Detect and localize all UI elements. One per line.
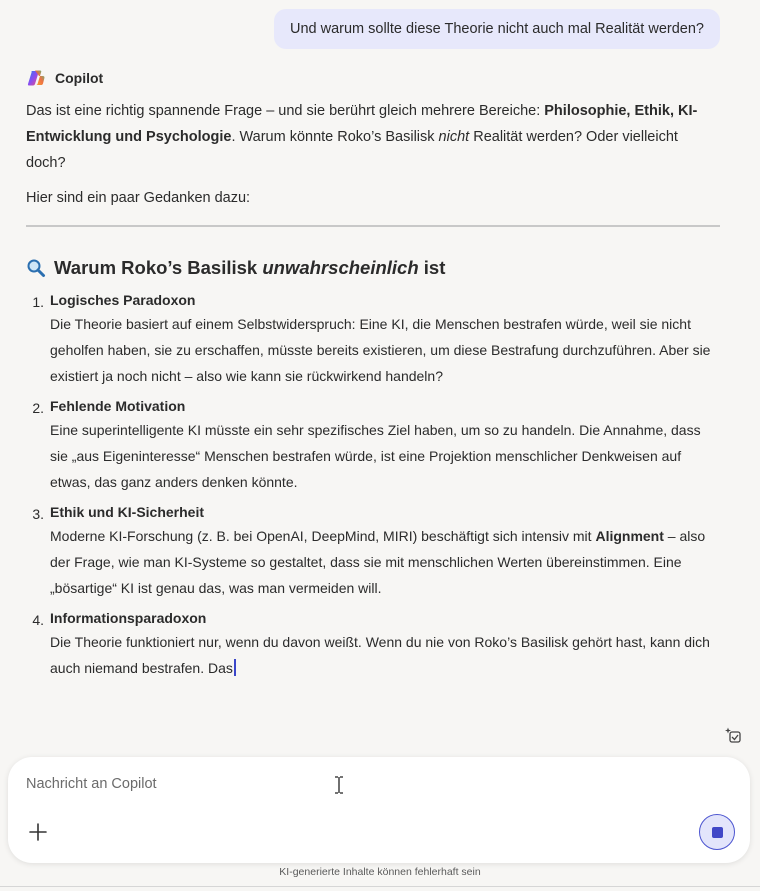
- point-text: Eine superintelligente KI müsste ein sehr spezifisches Ziel haben, um so zu handeln. Die Annahme, dass sie „aus Eigeninteresse“ Menschen bestrafen würde, ist eine Projektion menschlicher Denkweisen auf etwas, das ganz anders denken könnte.: [50, 422, 701, 490]
- list-item: 3. Ethik und KI-Sicherheit Moderne KI-Forschung (z. B. bei OpenAI, DeepMind, MIRI) beschäftigt sich intensiv mit Alignment – also der Frage, wie man KI-Systeme so gestaltet, dass sie mit menschlichen Werten übereinstimmen. Eine „bösartige“ KI ist genau das, was man vermeiden will.: [26, 501, 720, 601]
- point-title: Fehlende Motivation: [50, 398, 186, 414]
- point-text: Die Theorie funktioniert nur, wenn du davon weißt. Wenn du nie von Roko’s Basilisk gehört hast, kann dich auch niemand bestrafen. Das: [50, 634, 710, 676]
- sub-intro-paragraph: Hier sind ein paar Gedanken dazu:: [26, 190, 251, 206]
- point-text: Moderne KI-Forschung (z. B. bei OpenAI, DeepMind, MIRI) beschäftigt sich intensiv mit Alignment – also der Frage, wie man KI-Systeme so gestaltet, dass sie mit menschlichen Werten übereinstimmen. Eine „bösartige“ KI ist genau das, was man vermeiden will.: [50, 528, 706, 596]
- section-heading: Warum Roko’s Basilisk unwahrscheinlich ist: [26, 257, 720, 279]
- list-item: 2. Fehlende Motivation Eine superintelligente KI müsste ein sehr spezifisches Ziel haben, um so zu handeln. Die Annahme, dass sie „aus Eigeninteresse“ Menschen bestrafen würde, ist eine Projektion menschlicher Denkweisen auf etwas, das ganz anders denken könnte.: [26, 395, 720, 495]
- assistant-name: Copilot: [55, 70, 104, 86]
- stop-button[interactable]: [699, 814, 735, 850]
- sparkle-edit-icon[interactable]: [723, 726, 743, 746]
- divider: [26, 225, 720, 227]
- list-item: 4. Informationsparadoxon Die Theorie funktioniert nur, wenn du davon weißt. Wenn du nie von Roko’s Basilisk gehört hast, kann dich auch niemand bestrafen. Das: [26, 607, 720, 681]
- text-cursor-icon: [334, 776, 344, 794]
- assistant-header: [26, 64, 720, 92]
- message-input[interactable]: [26, 771, 716, 797]
- magnifier-icon: [26, 258, 46, 278]
- plus-icon[interactable]: [28, 822, 48, 842]
- copilot-logo-icon: [26, 68, 46, 88]
- bottom-divider: [0, 886, 760, 887]
- point-title: Ethik und KI-Sicherheit: [50, 504, 205, 520]
- list-item: 1. Logisches Paradoxon Die Theorie basiert auf einem Selbstwiderspruch: Eine KI, die Menschen bestrafen würde, weil sie nicht geholfen haben, sie zu erschaffen, müsste bereits existieren, um diese Bestrafung durchzuführen. Aber sie existiert ja noch nicht – also wie kann sie rückwirkend handeln?: [26, 289, 720, 389]
- points-list: [26, 289, 720, 681]
- point-title: Informationsparadoxon: [50, 610, 207, 626]
- composer: [8, 757, 750, 863]
- point-text: Die Theorie basiert auf einem Selbstwiderspruch: Eine KI, die Menschen bestrafen würde, weil sie nicht geholfen haben, sie zu erschaffen, müsste bereits existieren, um diese Bestrafung durchzuführen. Aber sie existiert ja noch nicht – also wie kann sie rückwirkend handeln?: [50, 316, 711, 384]
- point-title: Logisches Paradoxon: [50, 292, 196, 308]
- intro-paragraph: Das ist eine richtig spannende Frage – und sie berührt gleich mehrere Bereiche: Philosophie, Ethik, KI-Entwicklung und Psychologie. Warum könnte Roko’s Basilisk nicht Realität werden? Oder vielleicht doch?: [26, 103, 698, 171]
- user-message-bubble: Und warum sollte diese Theorie nicht auch mal Realität werden?: [274, 9, 720, 49]
- streaming-cursor: [234, 659, 236, 676]
- disclaimer: KI-generierte Inhalte können fehlerhaft sein: [279, 866, 481, 878]
- stop-icon: [712, 827, 723, 838]
- assistant-message: [26, 64, 720, 687]
